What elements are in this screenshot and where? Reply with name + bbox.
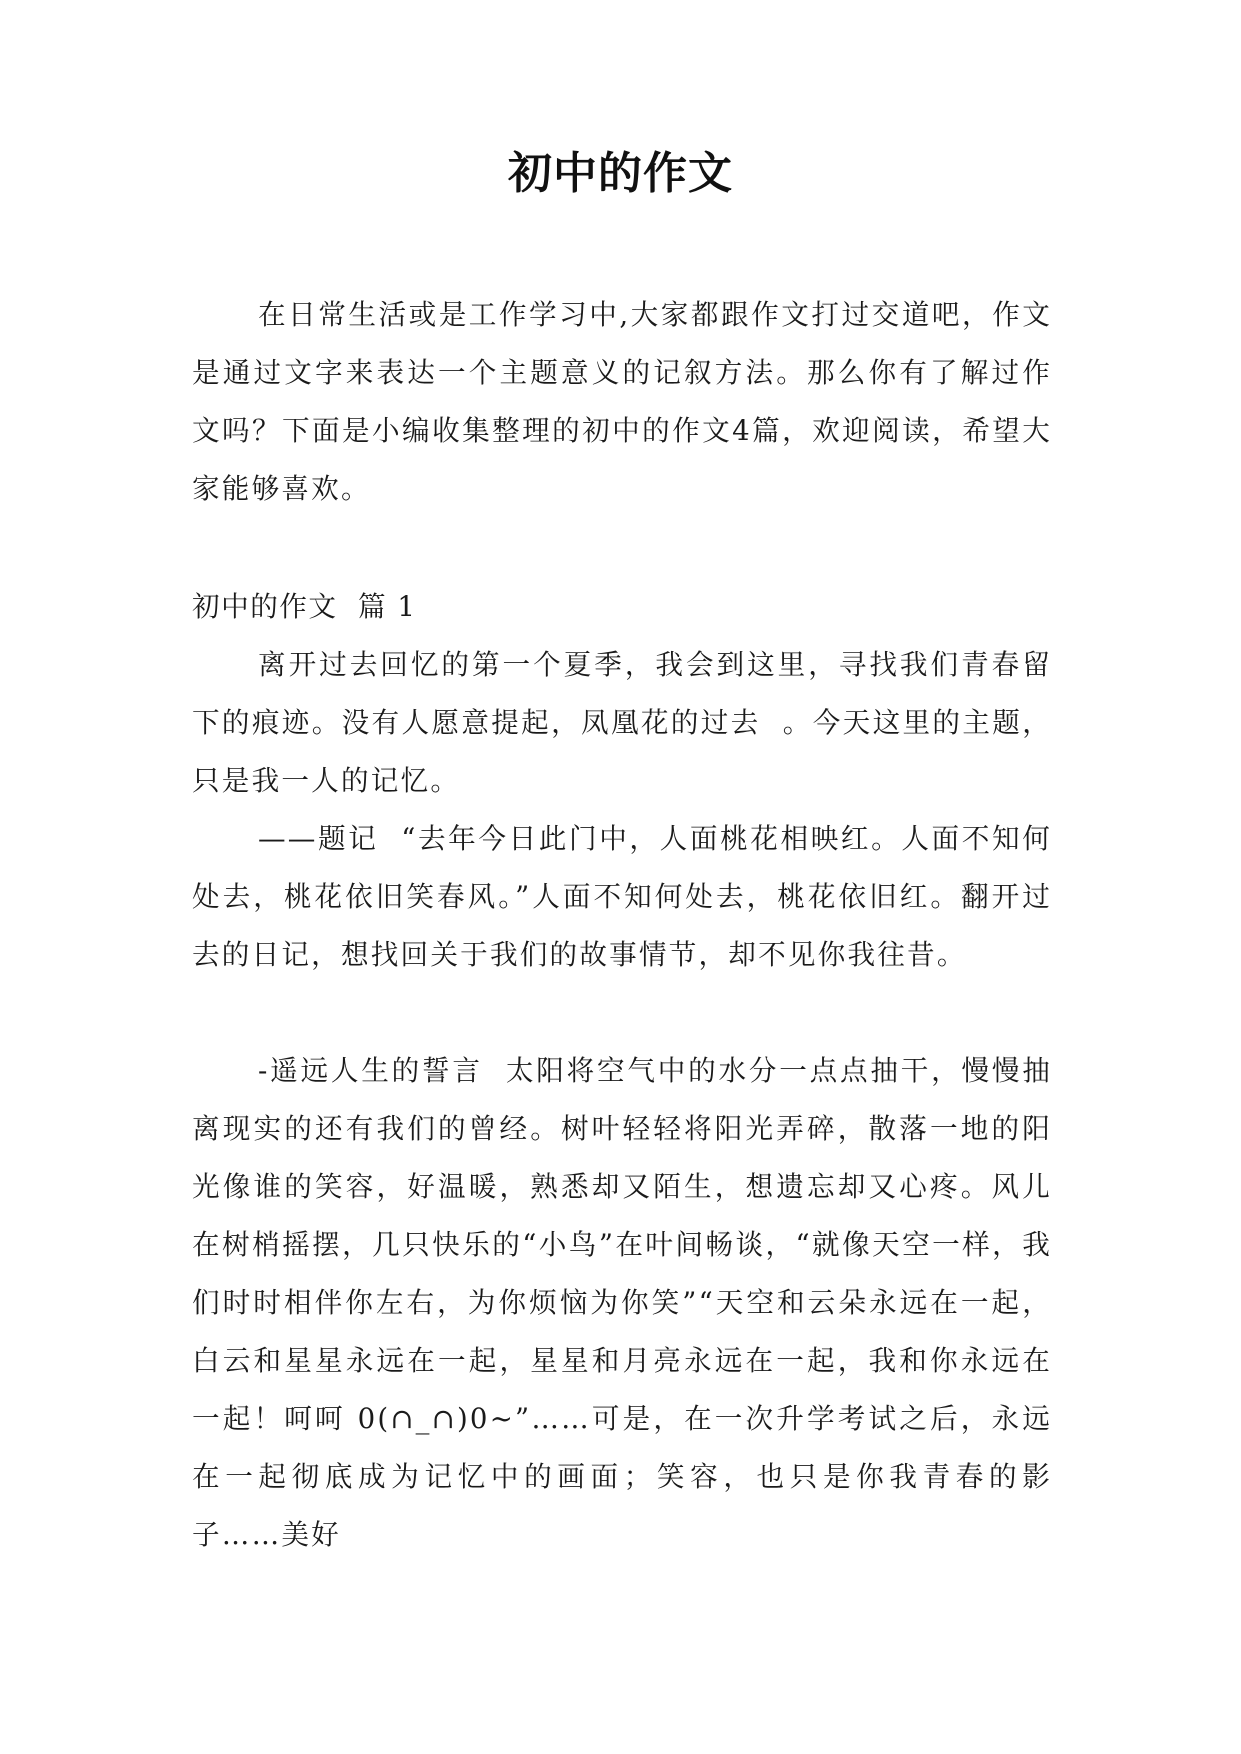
paragraph-2-text: ——题记 “去年今日此门中，人面桃花相映红。人面不知何处去，桃花依旧笑春风。”人面不知何处去，桃花依旧红。翻开过去的日记，想找回关于我们的故事情节，却不见你我往昔。 bbox=[192, 822, 1052, 971]
intro-text: 在日常生活或是工作学习中,大家都跟作文打过交道吧，作文是通过文字来表达一个主题意义的记叙方法。那么你有了解过作文吗？下面是小编收集整理的初中的作文4篇，欢迎阅读，希望大家能够喜欢。 bbox=[192, 298, 1052, 505]
paragraph-1-text: 离开过去回忆的第一个夏季，我会到这里，寻找我们青春留下的痕迹。没有人愿意提起，凤凰花的过去 。今天这里的主题，只是我一人的记忆。 bbox=[192, 648, 1052, 797]
paragraph-3 bbox=[192, 1042, 1052, 1564]
intro-paragraph bbox=[192, 286, 1052, 518]
paragraph-3-text: -遥远人生的誓言 太阳将空气中的水分一点点抽干，慢慢抽离现实的还有我们的曾经。树叶轻轻将阳光弄碎，散落一地的阳光像谁的笑容，好温暖，熟悉却又陌生，想遗忘却又心疼。风儿在树梢摇摆，几只快乐的“小鸟”在叶间畅谈，“就像天空一样，我们时时相伴你左右，为你烦恼为你笑”“天空和云朵永远在一起，白云和星星永远在一起，星星和月亮永远在一起，我和你永远在一起！呵呵 0(∩_∩)0~”……可是，在一次升学考试之后，永远在一起彻底成为记忆中的画面；笑容，也只是你我青春的影子……美好 bbox=[192, 1054, 1052, 1551]
paragraph-2 bbox=[192, 810, 1052, 984]
document-title: 初中的作文 bbox=[508, 148, 733, 199]
section-heading: 初中的作文 篇 1 bbox=[192, 590, 417, 623]
paragraph-1 bbox=[192, 636, 1052, 810]
